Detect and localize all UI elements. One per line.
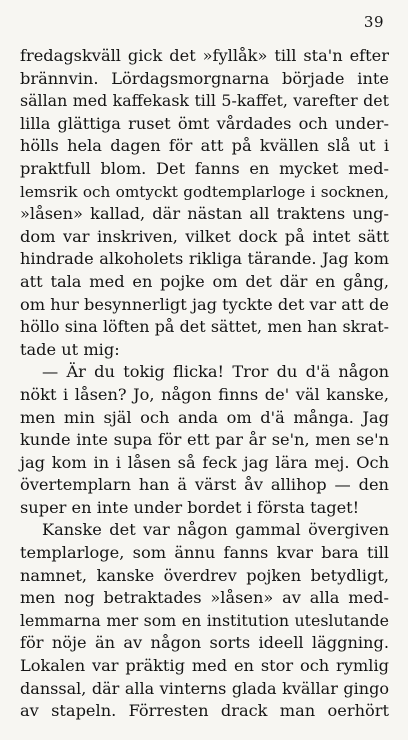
text-line: jag kom in i låsen så feck jag lära mej. Och (20, 452, 389, 472)
text-line: lilla glättiga ruset ömt vårdades och under- (20, 113, 389, 133)
text-line: höllo sina löften på det sättet, men han skrat- (20, 317, 389, 337)
text-line: sällan med kaffekask till 5-kaffet, varefter det (20, 91, 389, 111)
body-text (20, 45, 389, 723)
text-line: övertemplarn han ä värst åv allihop — den (20, 475, 389, 495)
text-line: lemmarna mer som en institution uteslutande (20, 610, 389, 630)
text-line: att tala med en pojke om det där en gång, (20, 271, 389, 291)
text-line: Kanske det var någon gammal övergiven (42, 520, 389, 540)
text-line: Lokalen var präktig med en stor och rymlig (20, 656, 389, 676)
text-line: men min själ och anda om d'ä många. Jag (20, 407, 389, 427)
text-line: templarloge, som ännu fanns kvar bara till (20, 543, 389, 563)
text-line: om hur besynnerligt jag tyckte det var att de (20, 294, 389, 314)
text-line: — Är du tokig flicka! Tror du d'ä någon (42, 362, 389, 382)
text-line: praktfull blom. Det fanns en mycket med- (20, 158, 389, 178)
text-line: lemsrik och omtyckt godtemplarloge i socknen, (20, 182, 389, 201)
text-line: tade ut mig: (20, 339, 120, 359)
page-number: 39 (363, 13, 384, 31)
text-line: danssal, där alla vinterns glada kvällar gingo (20, 678, 389, 698)
text-line: brännvin. Lördagsmorgnarna började inte (20, 68, 389, 88)
text-line: dom var inskriven, vilket dock på intet sätt (20, 226, 389, 246)
text-line: »låsen» kallad, där nästan all traktens ung- (20, 204, 389, 224)
text-line: av stapeln. Förresten drack man oerhört (20, 701, 389, 721)
text-line: super en inte under bordet i första taget! (20, 497, 360, 517)
text-line: för nöje än av någon sorts ideell läggning. (20, 633, 389, 653)
text-line: fredagskväll gick det »fyllåk» till sta'n efter (20, 46, 389, 65)
text-line: namnet, kanske överdrev pojken betydligt, (20, 565, 389, 585)
text-line: kunde inte supa för ett par år se'n, men se'n (20, 430, 389, 450)
text-line: hölls hela dagen för att på kvällen slå ut i (20, 136, 389, 156)
text-line: nökt i låsen? Jo, någon finns de' väl kanske, (20, 384, 389, 404)
text-line: hindrade alkoholets rikliga tärande. Jag kom (20, 249, 389, 269)
text-line: men nog betraktades »låsen» av alla med- (20, 588, 389, 608)
